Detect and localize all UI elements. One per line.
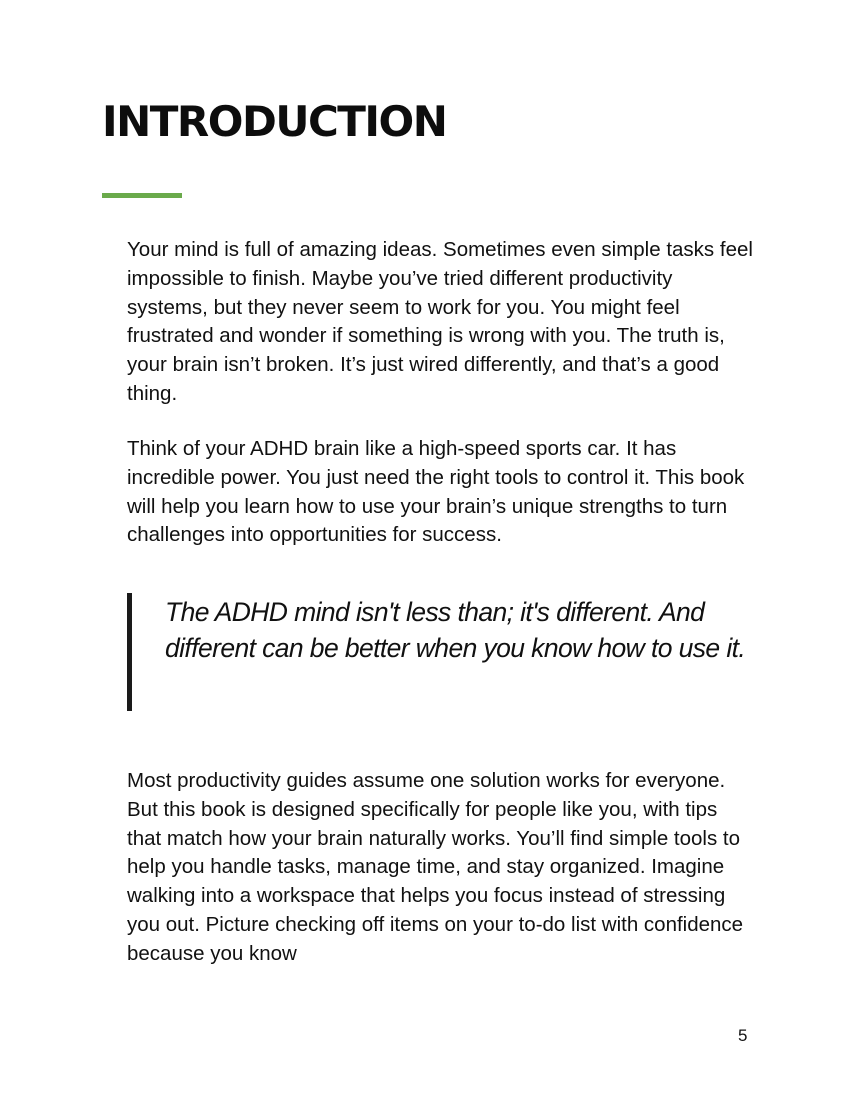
body-paragraph-3: Most productivity guides assume one solution works for everyone. But this book is designed specifically for people like you, with tips that match how your brain naturally works. You’ll find simple tools to help you handle tasks, manage time, and stay organized. Imagine walking into a workspace that helps you focus instead of stressing you out. Picture checking off items on your to-do list with confidence because you know bbox=[127, 769, 744, 965]
page-title: INTRODUCTION bbox=[102, 97, 447, 146]
page-number: 5 bbox=[738, 1026, 748, 1045]
body-paragraph-1: Your mind is full of amazing ideas. Sometimes even simple tasks feel impossible to finish. Maybe you’ve tried different productivity systems, but they never seem to work for you. You might feel frustrated and wonder if something is wrong with you. The truth is, your brain isn’t broken. It’s just wired differently, and that’s a good thing. bbox=[127, 238, 753, 405]
body-paragraph-2: Think of your ADHD brain like a high-speed sports car. It has incredible power. You just need the right tools to control it. This book will help you learn how to use your brain’s unique strengths to turn challenges into opportunities for success. bbox=[127, 437, 745, 547]
pull-quote bbox=[127, 593, 772, 711]
pull-quote-text: The ADHD mind isn't less than; it's different. And different can be better when you know how to use it. bbox=[165, 597, 746, 663]
title-accent-rule bbox=[102, 193, 182, 198]
